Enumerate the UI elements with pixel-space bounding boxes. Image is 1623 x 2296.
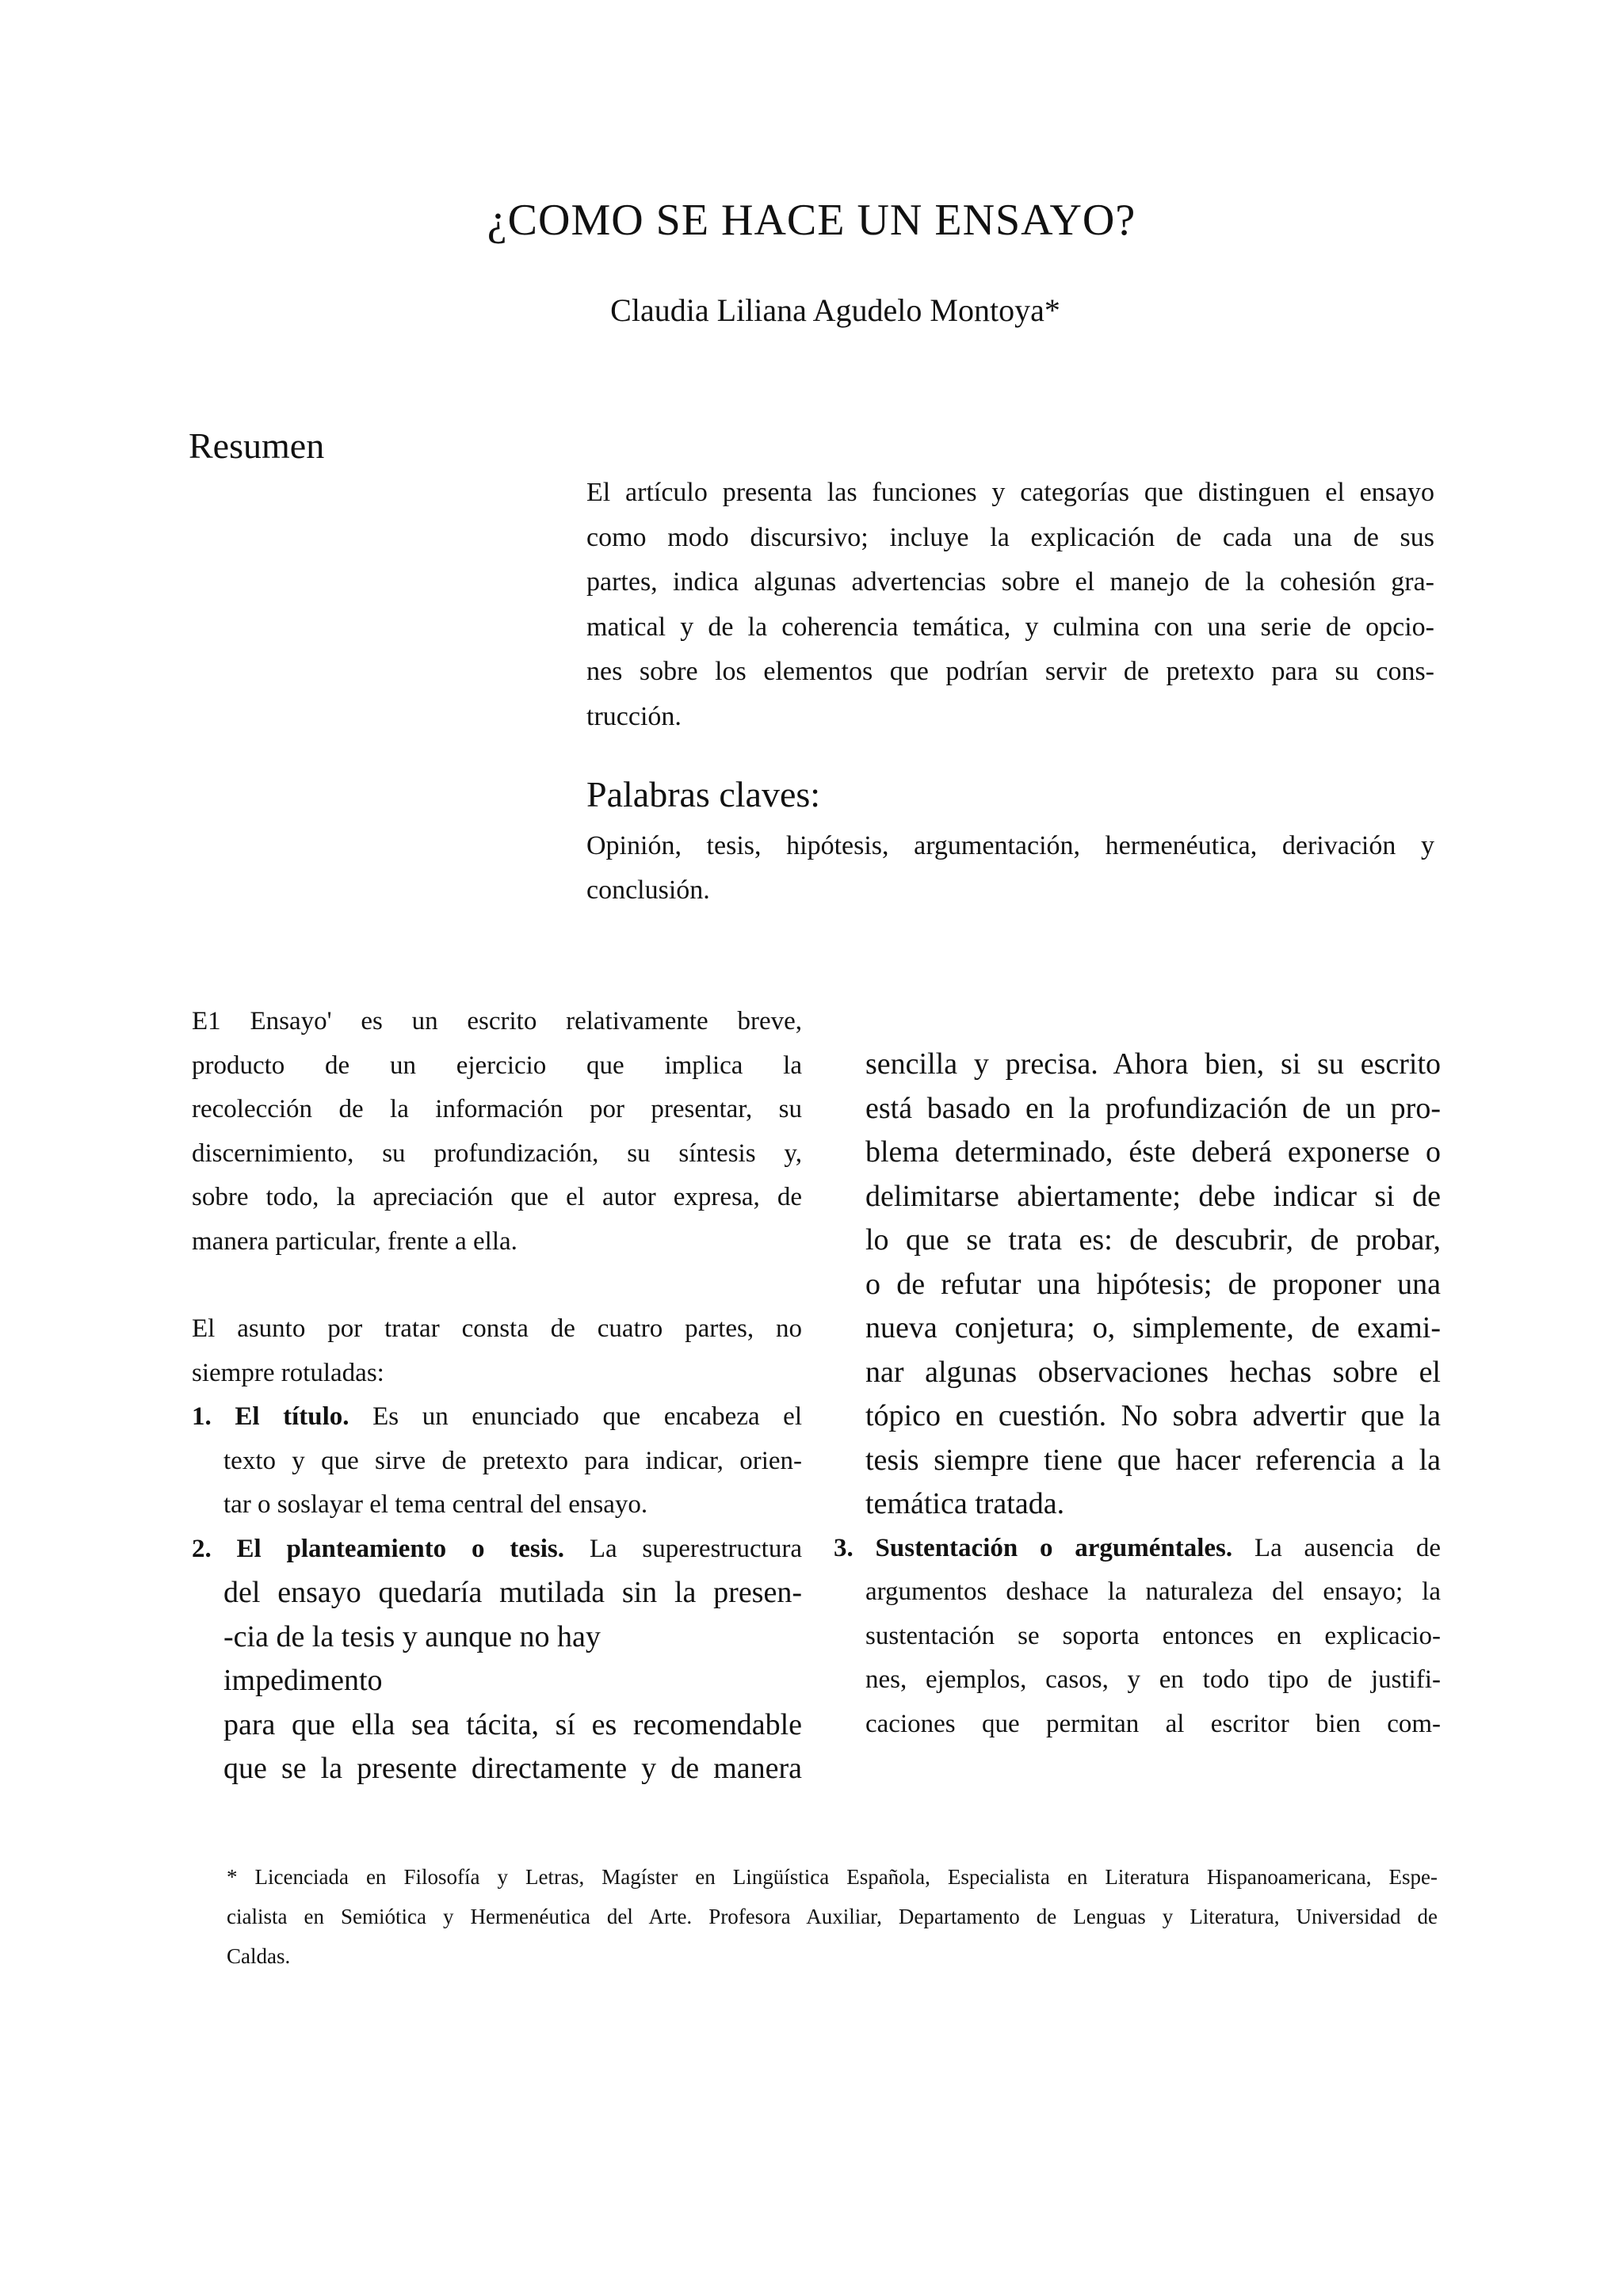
body-line: nar algunas observaciones hechas sobre el bbox=[865, 1355, 1441, 1389]
abstract-heading: Resumen bbox=[189, 425, 325, 466]
abstract-line: trucción. bbox=[586, 701, 682, 731]
list-term: El título. bbox=[235, 1402, 349, 1431]
body-line: recolección de la información por presentar, su bbox=[192, 1095, 802, 1123]
body-line: que se la presente directamente y de manera bbox=[223, 1752, 802, 1785]
list-text: Es un enunciado que encabeza el bbox=[349, 1402, 802, 1431]
body-line: E1 Ensayo' es un escrito relativamente breve, bbox=[192, 1007, 802, 1035]
list-text: La superestructura bbox=[564, 1534, 802, 1563]
footnote-line: cialista en Semiótica y Hermenéutica del Arte. Profesora Auxiliar, Departamento de Lenguas y Literatura, Universidad de bbox=[227, 1905, 1438, 1928]
body-line: sobre todo, la apreciación que el autor expresa, de bbox=[192, 1183, 802, 1211]
body-line: lo que se trata es: de descubrir, de probar, bbox=[865, 1223, 1441, 1257]
abstract-line: partes, indica algunas advertencias sobre el manejo de la cohesión gra- bbox=[586, 567, 1434, 597]
body-line: -cia de la tesis y aunque no hay bbox=[223, 1619, 601, 1653]
abstract-text bbox=[586, 471, 1434, 739]
intro-paragraph bbox=[192, 1000, 802, 1264]
list-term: El planteamiento o tesis. bbox=[236, 1534, 565, 1563]
body-line: blema determinado, éste deberá exponerse o bbox=[865, 1135, 1441, 1169]
body-line: nueva conjetura; o, simplemente, de exami- bbox=[865, 1311, 1441, 1344]
body-line: manera particular, frente a ella. bbox=[192, 1226, 517, 1256]
body-line: tópico en cuestión. No sobra advertir que la bbox=[865, 1399, 1441, 1432]
list-item-title bbox=[192, 1395, 802, 1527]
author-footnote bbox=[227, 1857, 1438, 1976]
body-line: nes, ejemplos, casos, y en todo tipo de justifi- bbox=[865, 1665, 1441, 1694]
body-line: o de refutar una hipótesis; de proponer una bbox=[865, 1267, 1441, 1301]
abstract-line: matical y de la coherencia temática, y culmina con una serie de opcio- bbox=[586, 612, 1434, 642]
body-line: siempre rotuladas: bbox=[192, 1358, 384, 1387]
body-line: para que ella sea tácita, sí es recomendable bbox=[223, 1707, 802, 1741]
list-number: 2. bbox=[192, 1534, 212, 1563]
body-line: impedimento bbox=[223, 1664, 383, 1697]
keywords-line: Opinión, tesis, hipótesis, argumentación, hermenéutica, derivación y bbox=[586, 831, 1434, 860]
body-line: discernimiento, su profundización, su síntesis y, bbox=[192, 1138, 802, 1168]
footnote-line: Caldas. bbox=[227, 1944, 291, 1968]
body-line: El asunto por tratar consta de cuatro partes, no bbox=[192, 1314, 802, 1343]
body-line: temática tratada. bbox=[865, 1487, 1065, 1520]
list-number: 3. bbox=[834, 1533, 854, 1562]
abstract-line: como modo discursivo; incluye la explicación de cada una de sus bbox=[586, 522, 1434, 552]
list-text: La ausencia de bbox=[1232, 1533, 1441, 1562]
keywords-heading: Palabras claves: bbox=[586, 774, 821, 814]
abstract-line: nes sobre los elementos que podrían servir de pretexto para su cons- bbox=[586, 657, 1434, 686]
body-line: caciones que permitan al escritor bien com- bbox=[865, 1709, 1441, 1738]
body-line: texto y que sirve de pretexto para indicar, orien- bbox=[223, 1446, 802, 1475]
footnote-line: * Licenciada en Filosofía y Letras, Magíster en Lingüística Española, Especialista en Literatura Hispanoamericana, Espe- bbox=[227, 1865, 1438, 1889]
body-line: argumentos deshace la naturaleza del ensayo; la bbox=[865, 1577, 1441, 1606]
body-line: sencilla y precisa. Ahora bien, si su escrito bbox=[865, 1047, 1441, 1081]
list-number: 1. bbox=[192, 1402, 212, 1431]
right-column bbox=[834, 1043, 1441, 1746]
body-line: producto de un ejercicio que implica la bbox=[192, 1051, 802, 1080]
body-line: delimitarse abiertamente; debe indicar si de bbox=[865, 1179, 1441, 1213]
list-item-support bbox=[834, 1527, 1441, 1747]
thesis-continuation bbox=[865, 1043, 1441, 1527]
body-line: está basado en la profundización de un pro- bbox=[865, 1091, 1441, 1125]
author-name: Claudia Liliana Agudelo Montoya* bbox=[610, 292, 1060, 328]
abstract-line: El artículo presenta las funciones y categorías que distinguen el ensayo bbox=[586, 478, 1434, 507]
body-line: tesis siempre tiene que hacer referencia a la bbox=[865, 1443, 1441, 1477]
parts-paragraph bbox=[192, 1307, 802, 1395]
body-line: tar o soslayar el tema central del ensayo. bbox=[223, 1490, 648, 1519]
article-title: ¿COMO SE HACE UN ENSAYO? bbox=[487, 196, 1136, 245]
body-line: sustentación se soporta entonces en explicacio- bbox=[865, 1621, 1441, 1650]
list-item-thesis bbox=[192, 1527, 802, 1791]
keywords-text bbox=[586, 824, 1434, 913]
body-line: del ensayo quedaría mutilada sin la presen- bbox=[223, 1576, 802, 1609]
list-term: Sustentación o arguméntales. bbox=[875, 1533, 1233, 1562]
left-column bbox=[192, 1000, 802, 1791]
keywords-line: conclusión. bbox=[586, 875, 710, 905]
